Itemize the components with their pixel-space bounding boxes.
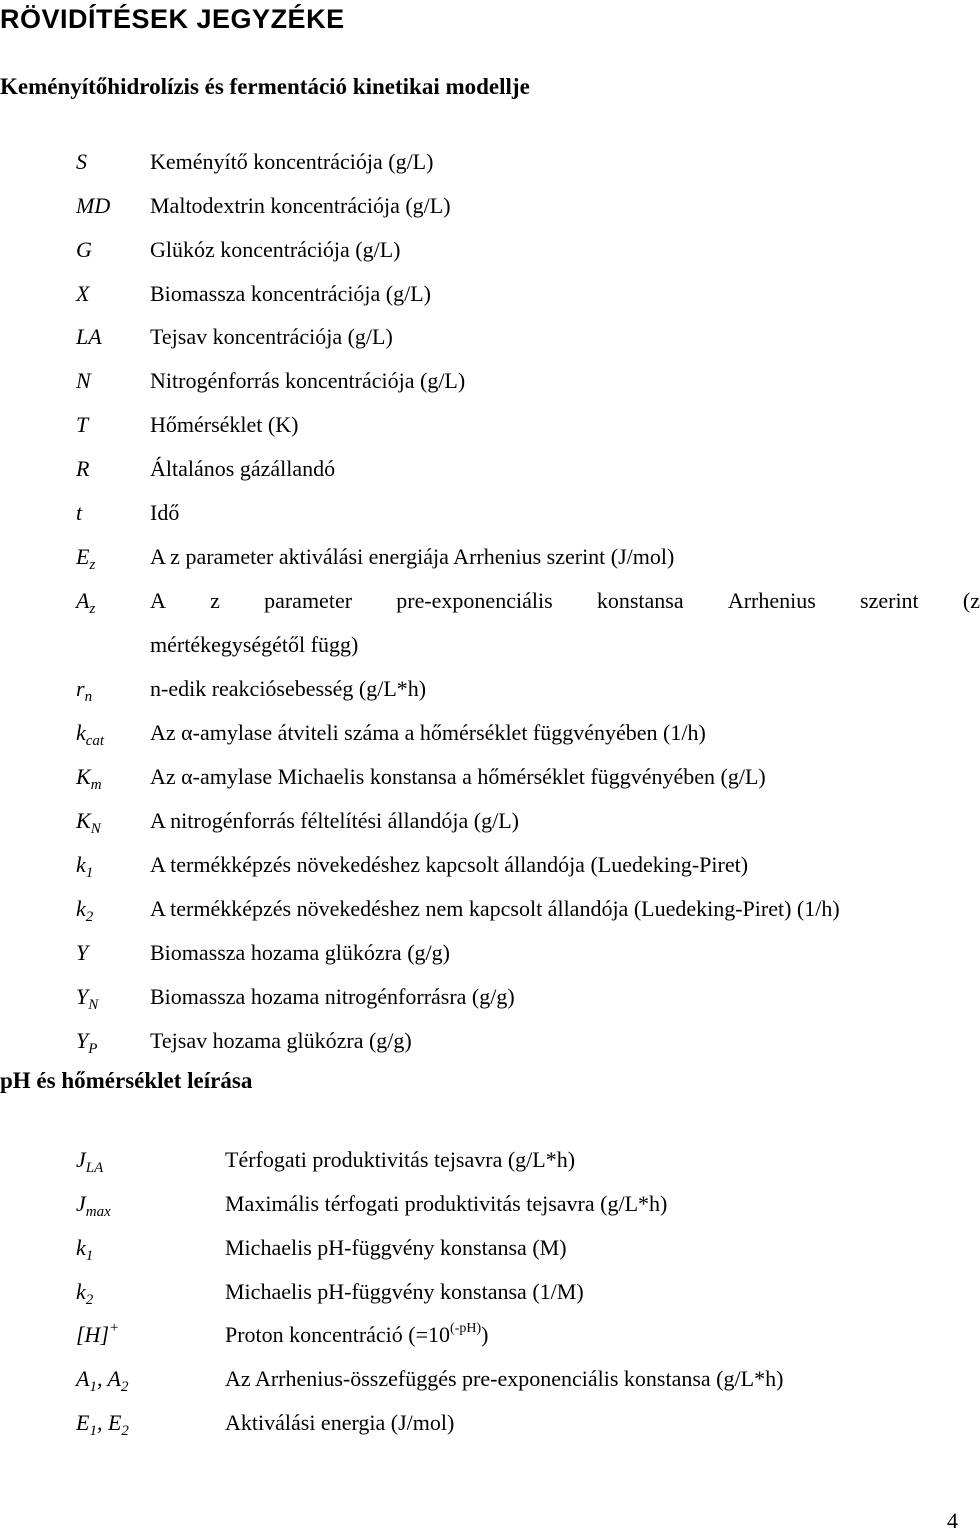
description: Biomassza koncentrációja (g/L) [150,281,432,306]
list-item [0,1145,960,1175]
list-item [0,1277,960,1307]
symbol: $Y_P$ [76,1028,98,1057]
symbol: Y [76,940,89,965]
symbol: R [76,456,90,481]
symbol: $k_1$ [76,1235,94,1264]
description: Hőmérséklet (K) [150,412,299,437]
section-heading-ph-temperature: pH és hőmérséklet leírása [0,1068,253,1093]
description: Térfogati produktivitás tejsavra (g/L*h) [225,1147,576,1172]
description: Nitrogénforrás koncentrációja (g/L) [150,368,466,393]
description: Általános gázállandó [150,456,336,481]
page-title: RÖVIDÍTÉSEK JEGYZÉKE [0,4,345,34]
list-item [0,1026,960,1056]
symbol: $E_z$ [76,544,96,573]
description: Tejsav hozama glükózra (g/g) [150,1028,412,1053]
description: Proton koncentráció $(=10^{(-pH)})$ [225,1321,489,1347]
description: A z parameter pre-exponenciális konstansa Arrhenius szerint (z [150,588,980,613]
description: Michaelis pH-függvény konstansa (1/M) [225,1279,584,1304]
symbol: LA [76,324,102,349]
list-item-continuation [0,630,960,660]
list-item [0,762,960,792]
symbol: $k_{cat}$ [76,720,105,749]
symbol: $k_2$ [76,896,94,925]
list-item [0,1189,960,1219]
list-item [0,454,960,484]
description: Biomassza hozama glükózra (g/g) [150,940,450,965]
description: Az α-amylase átviteli száma a hőmérséklet függvényében (1/h) [150,720,706,745]
symbol: N [76,368,91,393]
symbol: S [76,149,87,174]
symbol: $A_z$ [76,588,96,617]
description: Az α-amylase Michaelis konstansa a hőmérséklet függvényében (g/L) [150,764,766,789]
description: Michaelis pH-függvény konstansa (M) [225,1235,567,1260]
list-item [0,586,980,617]
description: Maltodextrin koncentrációja (g/L) [150,193,451,218]
symbol: G [76,237,92,262]
list-item [0,894,960,924]
list-item [0,366,960,396]
description: A termékképzés növekedéshez kapcsolt állandója (Luedeking-Piret) [150,852,749,877]
symbol: $J_{LA}$ [76,1147,104,1176]
description: A nitrogénforrás féltelítési állandója (g/L) [150,808,519,833]
description: Aktiválási energia (J/mol) [225,1410,455,1435]
list-item [0,235,960,265]
description: n-edik reakciósebesség (g/L*h) [150,676,427,701]
symbol: $J_{max}$ [76,1191,111,1220]
symbol: MD [76,193,111,218]
description: Glükóz koncentrációja (g/L) [150,237,401,262]
list-item [0,191,960,221]
symbol: [H]+ [76,1320,120,1347]
list-item [0,1233,960,1263]
list-item [0,1408,960,1438]
list-item [0,674,960,704]
symbol: $k_2$ [76,1279,94,1308]
list-item [0,806,960,836]
symbol: $K_m$ [76,764,102,793]
list-item [0,1364,960,1394]
list-item [0,542,960,572]
symbol: $Y_N$ [76,984,99,1013]
symbol: $A_1$, $A_2$ [76,1366,129,1395]
symbol: $K_N$ [76,808,101,837]
symbol: $r_n$ [76,676,93,705]
description: Idő [150,500,180,525]
list-item [0,279,960,309]
list-item [0,1320,960,1350]
description: A termékképzés növekedéshez nem kapcsolt állandója (Luedeking-Piret) (1/h) [150,896,840,921]
list-item [0,982,960,1012]
list-item [0,850,960,880]
symbol: T [76,412,89,437]
description: Az Arrhenius-összefüggés pre-exponenciális konstansa (g/L*h) [225,1366,784,1391]
description: Biomassza hozama nitrogénforrásra (g/g) [150,984,515,1009]
list-item [0,410,960,440]
symbol: X [76,281,90,306]
symbol: $k_1$ [76,852,94,881]
section-heading-kinetic-model: Keményítőhidrolízis és fermentáció kinetikai modellje [0,74,530,99]
description: mértékegységétől függ) [150,632,359,657]
symbol: $E_1$, $E_2$ [76,1410,129,1439]
description: Tejsav koncentrációja (g/L) [150,324,393,349]
page-number: 4 [947,1508,958,1533]
list-item [0,718,960,748]
description: A z parameter aktiválási energiája Arrhenius szerint (J/mol) [150,544,675,569]
list-item [0,498,960,528]
description: Keményítő koncentrációja (g/L) [150,149,434,174]
list-item [0,147,960,177]
list-item [0,938,960,968]
description: Maximális térfogati produktivitás tejsavra (g/L*h) [225,1191,668,1216]
symbol: t [76,500,83,525]
list-item [0,322,960,352]
